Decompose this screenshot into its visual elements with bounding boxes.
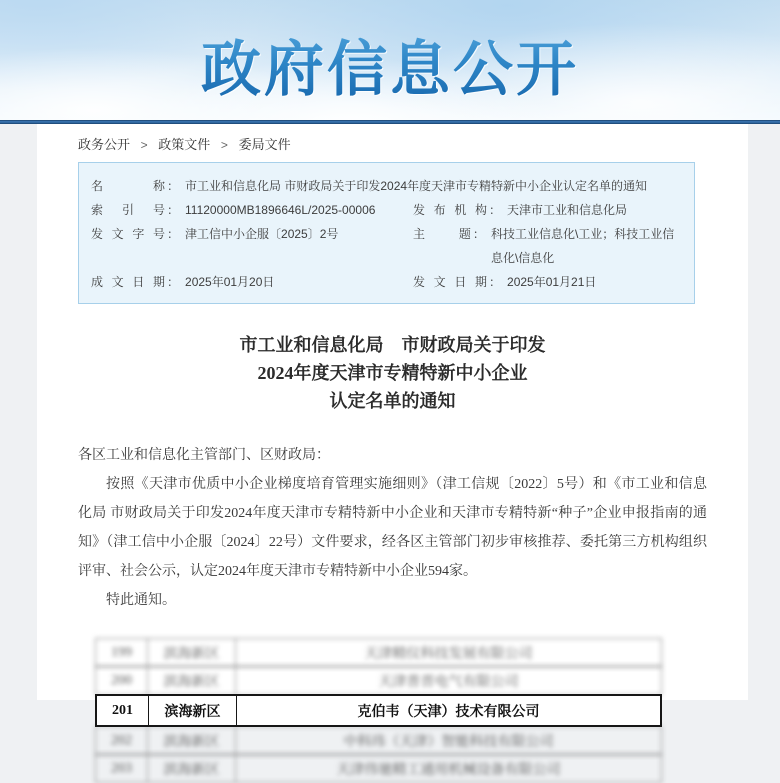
row-district: 滨海新区	[148, 639, 236, 666]
breadcrumb-item-zhengwugongkai[interactable]: 政务公开	[78, 137, 131, 152]
meta-value-date-issued: 2025年01月21日	[507, 275, 597, 289]
table-row	[95, 754, 662, 783]
breadcrumb-separator: >	[220, 138, 228, 152]
meta-value-issuer: 天津市工业和信息化局	[507, 203, 628, 217]
row-district: 滨海新区	[148, 727, 236, 754]
row-district: 滨海新区	[148, 755, 236, 782]
meta-row-index: 索引号 ： 11120000MB1896646L/2025-00006 发布机构 ： 天津市工业和信息化局	[91, 198, 684, 222]
row-number: 203	[96, 755, 148, 782]
table-row	[95, 638, 662, 667]
document-title-line1: 市工业和信息化局 市财政局关于印发	[239, 335, 546, 355]
meta-value-index-no: 11120000MB1896646L/2025-00006	[185, 203, 376, 217]
row-company: 中科玮（天津）智能科技有限公司	[343, 734, 554, 750]
row-company: 天津伟驰精工通用机械设备有限公司	[336, 762, 561, 778]
row-number: 201	[97, 696, 149, 725]
breadcrumb-item-weijuwenjian[interactable]: 委局文件	[238, 137, 291, 152]
document-metadata-box	[78, 162, 695, 304]
meta-label-date-signed: 成文日期	[91, 275, 165, 289]
row-company: 天津精仪科技发展有限公司	[364, 646, 533, 662]
meta-row-docno: 发文字号 ： 津工信中小企服〔2025〕2号 主题 ： 科技工业信息化\工业；科技工业信息化\信息化	[91, 222, 684, 270]
row-district: 滨海新区	[149, 696, 237, 725]
salutation: 各区工业和信息化主管部门、区财政局：	[78, 448, 330, 463]
meta-value-date-signed: 2025年01月20日	[185, 275, 275, 289]
meta-row-name: 名称 ： 市工业和信息化局 市财政局关于印发2024年度天津市专精特新中小企业认定名单的通知	[91, 174, 684, 198]
meta-value-doc-no: 津工信中小企服〔2025〕2号	[185, 227, 339, 241]
meta-label-doc-no: 发文字号	[91, 227, 165, 241]
body-paragraph-1: 按照《天津市优质中小企业梯度培育管理实施细则》（津工信规〔2022〕5号）和《市工业和信息化局 市财政局关于印发2024年度天津市专精特新中小企业和天津市专精特新“种子”企业申报指南的通知》（津工信中小企服〔2024〕22号）文件要求，经各区主管部门初步审核推荐、委托第三方机构组织评审、社会公示，认定2024年度天津市专精特新中小企业594家。	[78, 477, 707, 579]
enterprise-list-table	[95, 638, 662, 783]
document-body	[78, 441, 707, 615]
document-title	[37, 331, 748, 415]
row-number: 200	[96, 667, 148, 694]
row-company: 克伯韦（天津）技术有限公司	[357, 704, 540, 720]
banner-title: 政府信息公开	[0, 22, 780, 108]
breadcrumb	[37, 124, 748, 153]
meta-label-index-no: 索引号	[91, 203, 165, 217]
meta-label-topic: 主题	[413, 227, 471, 241]
breadcrumb-item-zhengcewenjian[interactable]: 政策文件	[158, 137, 211, 152]
row-number: 202	[96, 727, 148, 754]
meta-label-issuer: 发布机构	[413, 203, 487, 217]
row-district: 滨海新区	[148, 667, 236, 694]
table-row	[95, 666, 662, 695]
meta-label-name: 名称	[91, 179, 165, 193]
table-row	[95, 726, 662, 755]
meta-value-name: 市工业和信息化局 市财政局关于印发2024年度天津市专精特新中小企业认定名单的通知	[185, 179, 648, 193]
row-number: 199	[96, 639, 148, 666]
document-title-line2: 2024年度天津市专精特新中小企业	[257, 363, 528, 383]
table-row-highlighted	[95, 694, 662, 727]
meta-row-dates: 成文日期 ： 2025年01月20日 发文日期 ： 2025年01月21日	[91, 270, 684, 294]
meta-value-topic: 科技工业信息化\工业；科技工业信息化\信息化	[490, 227, 675, 265]
breadcrumb-separator: >	[140, 138, 148, 152]
body-paragraph-2: 特此通知。	[106, 593, 176, 608]
document-title-line3: 认定名单的通知	[329, 391, 456, 411]
content-container	[37, 124, 748, 778]
page-banner	[0, 0, 780, 120]
row-company: 天津普晋电气有限公司	[378, 674, 519, 690]
meta-label-date-issued: 发文日期	[413, 275, 487, 289]
